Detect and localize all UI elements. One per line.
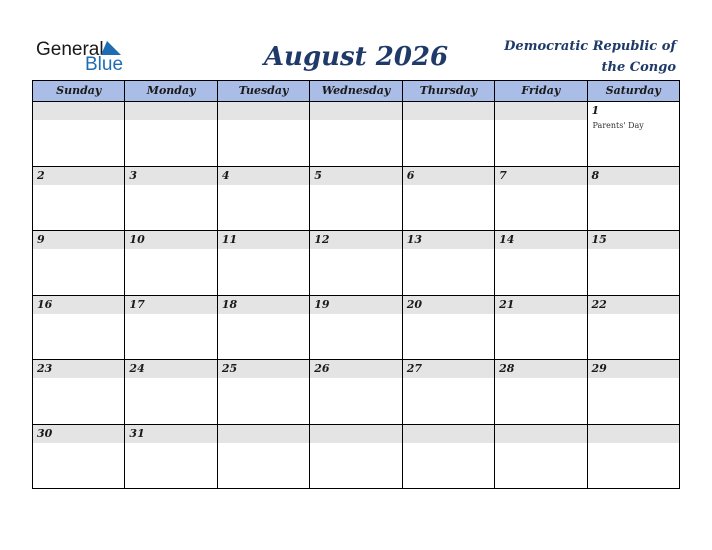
- day-number: 3: [129, 168, 138, 182]
- day-cell-empty: [125, 102, 217, 167]
- day-band: [495, 102, 586, 120]
- day-cell-22[interactable]: [588, 296, 679, 361]
- day-number: 16: [37, 297, 53, 311]
- logo-triangle-icon: [101, 41, 121, 55]
- day-cell-7[interactable]: [495, 167, 587, 232]
- day-number: 30: [37, 426, 53, 440]
- day-band: [310, 102, 401, 120]
- day-cell-26[interactable]: [310, 360, 402, 425]
- day-band: [403, 425, 494, 443]
- day-cell-empty: [495, 425, 587, 490]
- day-number: 9: [37, 233, 45, 246]
- weekday-header-row: [33, 81, 679, 102]
- day-number: 10: [129, 233, 145, 246]
- day-number: 21: [499, 297, 515, 311]
- day-cell-9[interactable]: [33, 231, 125, 296]
- day-cell-2[interactable]: [33, 167, 125, 232]
- day-cell-empty: [218, 102, 310, 167]
- day-cell-27[interactable]: [403, 360, 495, 425]
- day-band: [310, 167, 401, 185]
- day-number: 1: [591, 104, 600, 117]
- calendar-grid: [32, 80, 680, 489]
- week-row: [33, 231, 679, 296]
- day-band: [218, 425, 309, 443]
- weeks-container: [33, 102, 679, 489]
- day-cell-empty: [218, 425, 310, 490]
- day-cell-13[interactable]: [403, 231, 495, 296]
- day-cell-17[interactable]: [125, 296, 217, 361]
- day-cell-empty: [310, 102, 402, 167]
- day-cell-14[interactable]: [495, 231, 587, 296]
- day-band: [218, 167, 309, 185]
- day-number: 31: [129, 426, 145, 440]
- day-band: [495, 167, 586, 185]
- day-cell-6[interactable]: [403, 167, 495, 232]
- weekday-saturday: Saturday: [588, 81, 679, 102]
- country-line-1: Democratic Republic of: [504, 39, 676, 54]
- day-number: 18: [221, 297, 238, 311]
- day-band: [33, 102, 124, 120]
- day-number: 20: [406, 297, 422, 311]
- day-cell-empty: [403, 102, 495, 167]
- day-number: 14: [499, 233, 515, 246]
- day-cell-11[interactable]: [218, 231, 310, 296]
- weekday-thursday: Thursday: [403, 81, 495, 102]
- day-number: 8: [591, 168, 600, 182]
- day-cell-15[interactable]: [588, 231, 679, 296]
- day-number: 6: [406, 168, 415, 182]
- day-cell-20[interactable]: [403, 296, 495, 361]
- week-row: [33, 102, 679, 167]
- day-cell-31[interactable]: [125, 425, 217, 490]
- week-row: [33, 425, 679, 490]
- day-band: [218, 102, 309, 120]
- day-cell-18[interactable]: [218, 296, 310, 361]
- day-number: 11: [221, 233, 238, 246]
- day-band: [125, 167, 216, 185]
- country-line-2: the Congo: [601, 60, 676, 75]
- day-cell-25[interactable]: [218, 360, 310, 425]
- day-cell-29[interactable]: [588, 360, 679, 425]
- day-number: 24: [129, 362, 145, 375]
- day-number: 17: [129, 297, 145, 311]
- country-name: [476, 36, 676, 78]
- day-number: 23: [37, 362, 53, 375]
- day-number: 22: [591, 297, 607, 311]
- generalblue-logo[interactable]: [36, 40, 136, 74]
- day-cell-12[interactable]: [310, 231, 402, 296]
- week-row: [33, 167, 679, 232]
- day-cell-3[interactable]: [125, 167, 217, 232]
- day-number: 12: [314, 233, 330, 246]
- day-cell-8[interactable]: [588, 167, 679, 232]
- day-band: [403, 102, 494, 120]
- day-number: 2: [37, 168, 45, 182]
- day-number: 27: [406, 362, 422, 375]
- weekday-sunday: Sunday: [33, 81, 125, 102]
- week-row: [33, 296, 679, 361]
- day-cell-10[interactable]: [125, 231, 217, 296]
- day-band: [495, 425, 586, 443]
- day-cell-4[interactable]: [218, 167, 310, 232]
- logo-blue-text: Blue: [85, 54, 124, 75]
- day-cell-empty: [403, 425, 495, 490]
- day-number: 26: [314, 362, 330, 375]
- calendar-title: August 2026: [263, 42, 449, 72]
- weekday-wednesday: Wednesday: [310, 81, 402, 102]
- day-cell-30[interactable]: [33, 425, 125, 490]
- day-cell-empty: [588, 425, 679, 490]
- day-cell-empty: [495, 102, 587, 167]
- day-number: 13: [406, 233, 422, 246]
- day-number: 5: [314, 168, 322, 182]
- day-cell-19[interactable]: [310, 296, 402, 361]
- day-number: 7: [499, 168, 507, 182]
- day-number: 28: [499, 362, 515, 375]
- day-number: 19: [314, 297, 330, 311]
- day-cell-16[interactable]: [33, 296, 125, 361]
- day-cell-1[interactable]: [588, 102, 679, 167]
- day-cell-empty: [33, 102, 125, 167]
- day-cell-21[interactable]: [495, 296, 587, 361]
- day-cell-28[interactable]: [495, 360, 587, 425]
- day-number: 15: [591, 233, 607, 246]
- day-band: [588, 425, 679, 443]
- day-band: [310, 425, 401, 443]
- week-row: [33, 360, 679, 425]
- day-band: [588, 167, 679, 185]
- day-band: [33, 167, 124, 185]
- logo-general-text: General: [36, 39, 104, 60]
- day-band: [33, 231, 124, 249]
- day-cell-24[interactable]: [125, 360, 217, 425]
- day-cell-empty: [310, 425, 402, 490]
- day-number: 29: [591, 362, 607, 375]
- weekday-monday: Monday: [125, 81, 217, 102]
- weekday-friday: Friday: [495, 81, 587, 102]
- day-band: [588, 102, 679, 120]
- day-cell-5[interactable]: [310, 167, 402, 232]
- day-number: 4: [221, 168, 230, 182]
- day-cell-23[interactable]: [33, 360, 125, 425]
- day-band: [125, 102, 216, 120]
- weekday-tuesday: Tuesday: [218, 81, 310, 102]
- day-number: 25: [221, 362, 238, 375]
- day-band: [403, 167, 494, 185]
- holiday-label: Parents' Day: [592, 121, 644, 130]
